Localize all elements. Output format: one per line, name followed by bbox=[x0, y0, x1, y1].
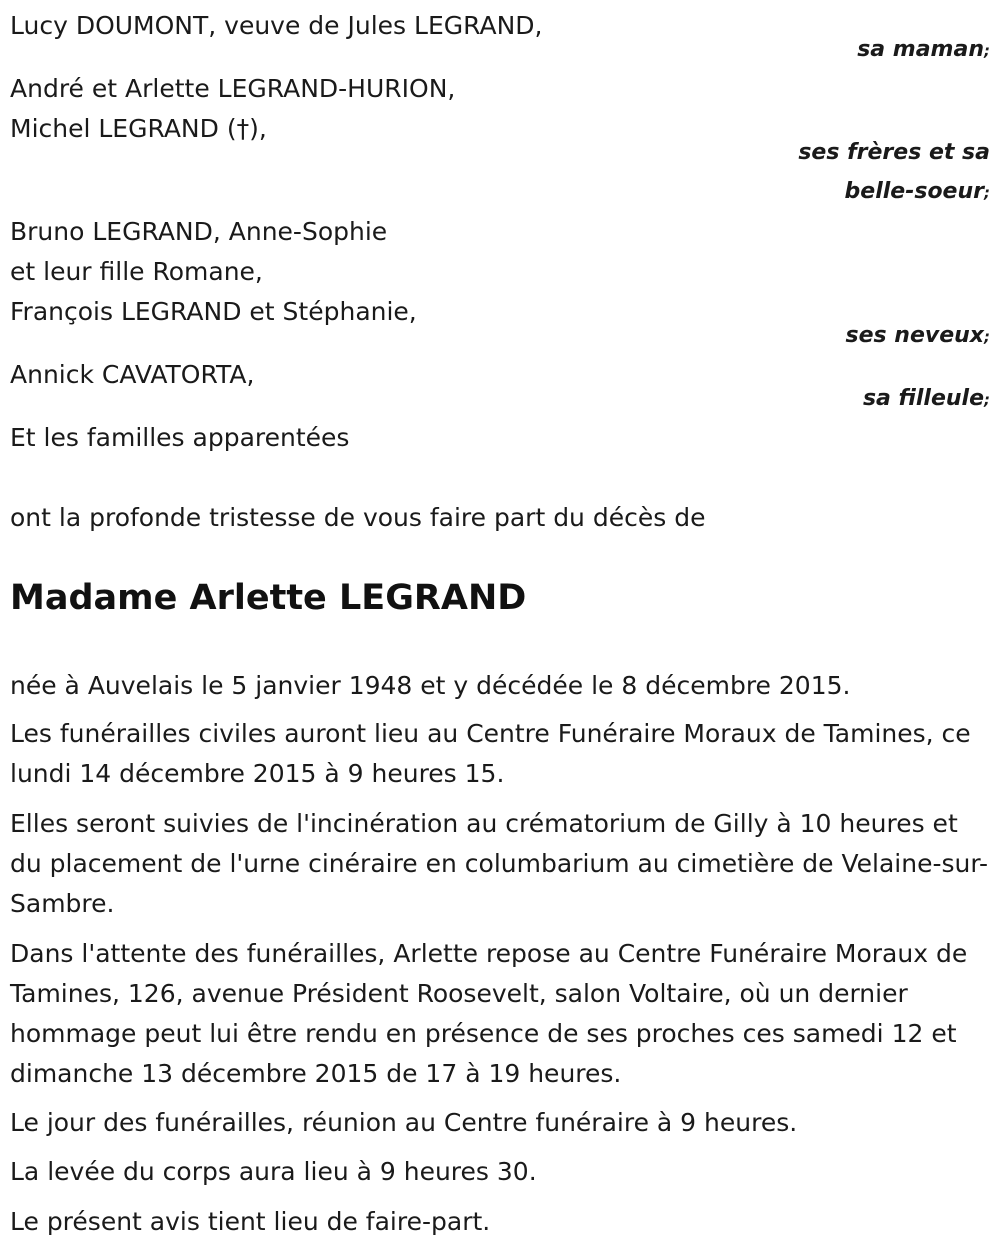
relation-separator: ; bbox=[984, 328, 990, 346]
relation-separator: ; bbox=[984, 184, 990, 202]
family-line-andre-arlette: André et Arlette LEGRAND-HURION, bbox=[10, 74, 456, 103]
relation-ses-freres-line1: ses frères et sa bbox=[798, 140, 990, 165]
family-line-bruno-legrand: Bruno LEGRAND, Anne-Sophie bbox=[10, 217, 388, 246]
paragraph-faire-part: Le présent avis tient lieu de faire-part. bbox=[10, 1207, 491, 1236]
paragraph-levee-du-corps: La levée du corps aura lieu à 9 heures 30. bbox=[10, 1157, 537, 1186]
paragraph-visitation: Dans l'attente des funérailles, Arlette repose au Centre Funéraire Moraux de Tamines, 126, avenue Président Roosevelt, salon Voltaire, où un dernier hommage peut lui être rendu en présence de ses proches ces samedi 12 et dimanche 13 décembre 2015 de 17 à 19 heures. bbox=[10, 939, 968, 1088]
family-line-lucy-doumont: Lucy DOUMONT, veuve de Jules LEGRAND, bbox=[10, 11, 543, 40]
family-line-michel-legrand: Michel LEGRAND (†), bbox=[10, 114, 267, 143]
relation-text: ses neveux bbox=[845, 323, 984, 348]
paragraph-meeting: Le jour des funérailles, réunion au Centre funéraire à 9 heures. bbox=[10, 1108, 798, 1137]
paragraph-birth-death: née à Auvelais le 5 janvier 1948 et y décédée le 8 décembre 2015. bbox=[10, 671, 851, 700]
deceased-name: Madame Arlette LEGRAND bbox=[10, 578, 527, 618]
relation-ses-neveux bbox=[846, 321, 990, 352]
relation-separator: ; bbox=[984, 391, 990, 409]
relation-text: sa filleule bbox=[862, 386, 984, 411]
relation-sa-maman bbox=[857, 35, 990, 66]
relation-text: belle-soeur bbox=[844, 179, 984, 204]
family-line-francois-legrand: François LEGRAND et Stéphanie, bbox=[10, 297, 417, 326]
relation-sa-filleule bbox=[863, 384, 990, 415]
relation-separator: ; bbox=[984, 42, 990, 60]
family-line-familles-apparentees: Et les familles apparentées bbox=[10, 423, 350, 452]
announcement-text: ont la profonde tristesse de vous faire part du décès de bbox=[10, 503, 706, 532]
paragraph-funerals: Les funérailles civiles auront lieu au Centre Funéraire Moraux de Tamines, ce lundi 14 décembre 2015 à 9 heures 15. bbox=[10, 719, 971, 788]
family-line-annick-cavatorta: Annick CAVATORTA, bbox=[10, 360, 255, 389]
relation-text: sa maman bbox=[857, 37, 984, 62]
relation-ses-freres-line2 bbox=[845, 177, 990, 208]
family-line-romane: et leur fille Romane, bbox=[10, 257, 263, 286]
paragraph-incineration: Elles seront suivies de l'incinération au crématorium de Gilly à 10 heures et du placement de l'urne cinéraire en columbarium au cimetière de Velaine-sur-Sambre. bbox=[10, 809, 989, 918]
